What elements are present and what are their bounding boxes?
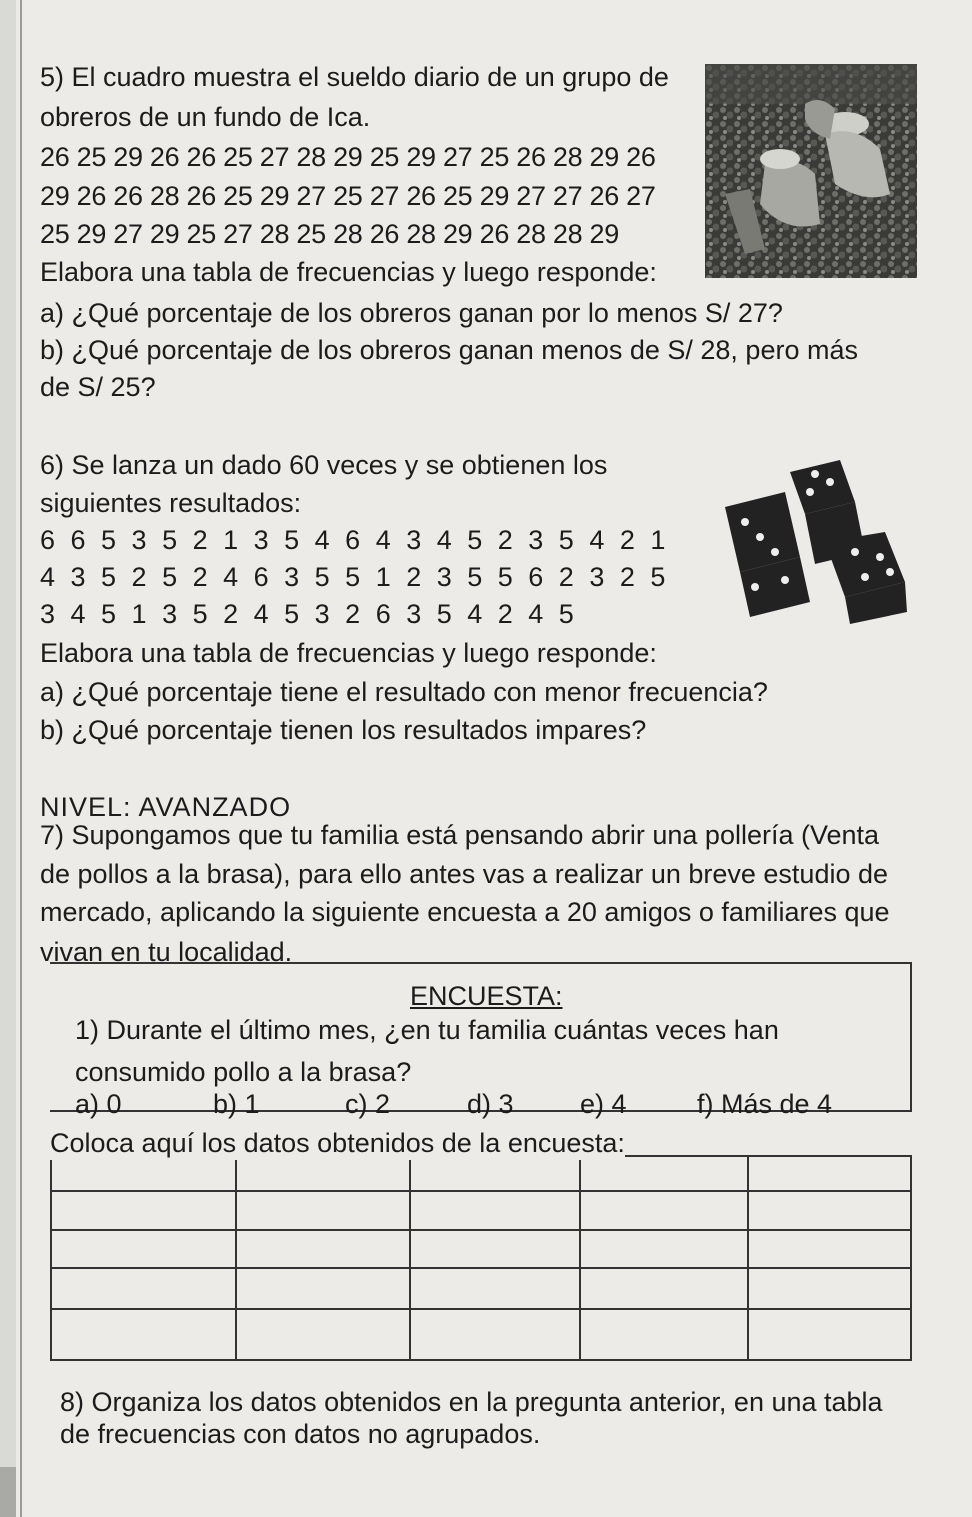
- problem5-question-b-line1: b) ¿Qué porcentaje de los obreros ganan menos de S/ 28, pero más: [40, 335, 858, 365]
- problem7-line2: de pollos a la brasa), para ello antes vas a realizar un breve estudio de: [40, 859, 889, 889]
- survey-question-line2: consumido pollo a la brasa?: [75, 1057, 412, 1087]
- level-heading: NIVEL: AVANZADO: [40, 792, 292, 822]
- page-corner-edge: [0, 1467, 16, 1517]
- problem7-line3: mercado, aplicando la siguiente encuesta a 20 amigos o familiares que: [40, 897, 890, 927]
- workers-field-photo: [705, 64, 917, 278]
- problem6-line2: siguientes resultados:: [40, 488, 302, 518]
- problem5-data-row3: 25 29 27 29 25 27 28 25 28 26 28 29 26 28 28 29: [40, 219, 619, 249]
- problem6-question-b: b) ¿Qué porcentaje tienen los resultados impares?: [40, 715, 647, 745]
- problem6-question-a: a) ¿Qué porcentaje tiene el resultado con menor frecuencia?: [40, 677, 768, 707]
- data-table-label: Coloca aquí los datos obtenidos de la encuesta:: [50, 1128, 625, 1158]
- survey-option-b: b) 1: [213, 1089, 260, 1119]
- survey-option-c: c) 2: [345, 1089, 391, 1119]
- problem5-question-a: a) ¿Qué porcentaje de los obreros ganan por lo menos S/ 27?: [40, 298, 783, 328]
- survey-option-e: e) 4: [580, 1089, 627, 1119]
- problem6-data-row3: 3 4 5 1 3 5 2 4 5 3 2 6 3 5 4 2 4 5: [40, 599, 578, 629]
- problem7-line1: 7) Supongamos que tu familia está pensando abrir una pollería (Venta: [40, 820, 880, 850]
- problem8-line2: de frecuencias con datos no agrupados.: [60, 1419, 541, 1449]
- problem5-line1: 5) El cuadro muestra el sueldo diario de un grupo de: [40, 62, 669, 92]
- problem6-data-row1: 6 6 5 3 5 2 1 3 5 4 6 4 3 4 5 2 3 5 4 2 1: [40, 525, 670, 555]
- problem6-line1: 6) Se lanza un dado 60 veces y se obtienen los: [40, 450, 608, 480]
- problem6-data-row2: 4 3 5 2 5 2 4 6 3 5 5 1 2 3 5 5 6 2 3 2 5: [40, 562, 670, 592]
- problem5-data-row2: 29 26 26 28 26 25 29 27 25 27 26 25 29 27 27 26 27: [40, 181, 656, 211]
- problem5-question-b-line2: de S/ 25?: [40, 372, 156, 402]
- problem6-instruction: Elabora una tabla de frecuencias y luego responde:: [40, 638, 657, 668]
- survey-option-f: f) Más de 4: [697, 1089, 833, 1119]
- dice-illustration: [715, 452, 910, 627]
- margin-line: [20, 0, 22, 1517]
- problem7-line4: vivan en tu localidad.: [40, 937, 293, 967]
- survey-title: ENCUESTA:: [410, 981, 563, 1011]
- survey-option-a: a) 0: [75, 1089, 122, 1119]
- survey-data-grid: [50, 1155, 912, 1361]
- problem5-instruction: Elabora una tabla de frecuencias y luego responde:: [40, 257, 657, 287]
- survey-option-d: d) 3: [467, 1089, 514, 1119]
- survey-question-line1: 1) Durante el último mes, ¿en tu familia cuántas veces han: [75, 1015, 779, 1045]
- problem8-line1: 8) Organiza los datos obtenidos en la pregunta anterior, en una tabla: [60, 1387, 883, 1417]
- problem5-data-row1: 26 25 29 26 26 25 27 28 29 25 29 27 25 26 28 29 26: [40, 142, 656, 172]
- problem5-line2: obreros de un fundo de Ica.: [40, 102, 371, 132]
